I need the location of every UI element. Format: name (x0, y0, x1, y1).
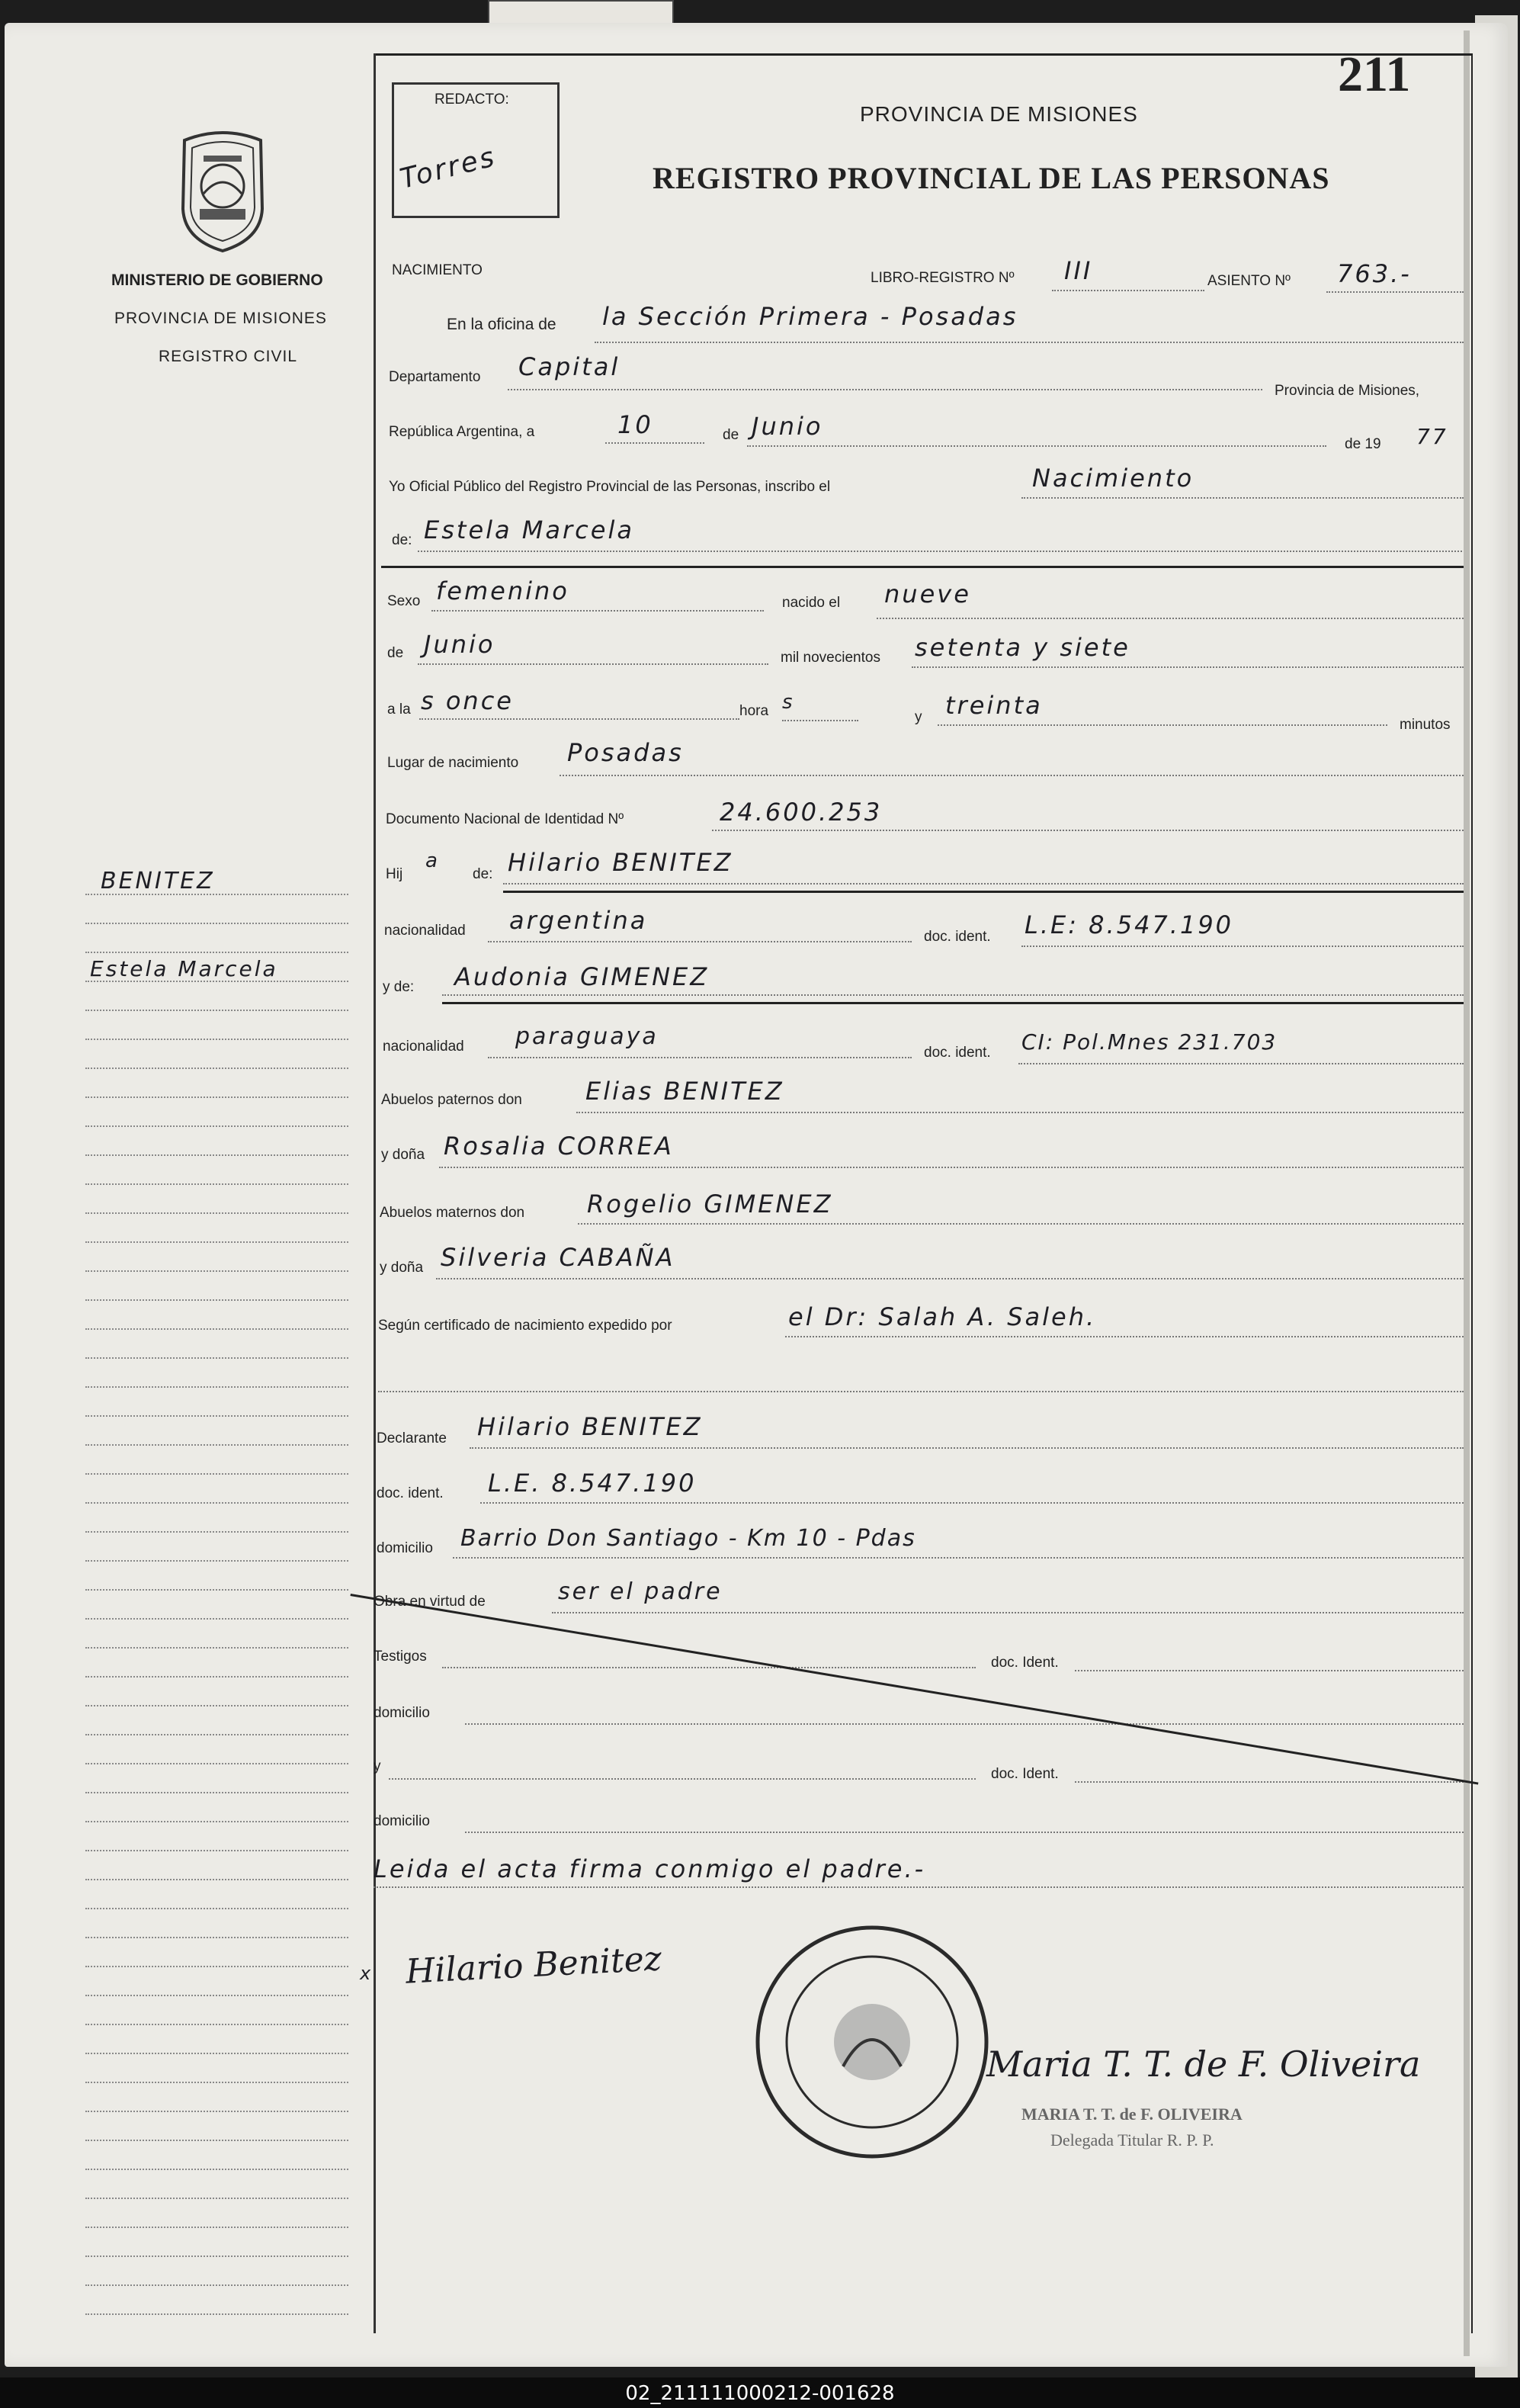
mes2-line (418, 663, 768, 665)
lugar-label: Lugar de nacimiento (387, 755, 519, 771)
madre-line (442, 994, 1464, 996)
cert-label: Según certificado de nacimiento expedido por (378, 1318, 672, 1334)
page-number: 211 (1338, 47, 1411, 102)
hora-value: s once (421, 686, 514, 715)
lugar-line (560, 775, 1464, 776)
domicilio-label: domicilio (377, 1540, 433, 1556)
nac2-value: paraguaya (515, 1023, 659, 1050)
sidebar-ruled-line (85, 1299, 348, 1301)
sidebar-ruled-line (85, 1415, 348, 1417)
redacto-value: Torres (396, 141, 500, 195)
sidebar-ruled-line (85, 894, 348, 895)
year-value: 77 (1416, 424, 1448, 449)
sidebar-ruled-line (85, 1908, 348, 1909)
doc1-label: doc. ident. (924, 929, 991, 945)
oficial-text: Yo Oficial Público del Registro Provincial de las Personas, inscribo el (389, 479, 831, 495)
doc1-line (1021, 946, 1464, 947)
nacido-label: nacido el (782, 595, 841, 611)
cert-value: el Dr: Salah A. Saleh. (788, 1302, 1097, 1331)
month-line (747, 445, 1326, 447)
leida-line (374, 1886, 1464, 1888)
year-prefix: de 19 (1345, 436, 1381, 452)
oficina-value: la Sección Primera - Posadas (602, 302, 1018, 331)
docid2-label: doc. Ident. (991, 1766, 1059, 1782)
abmat-value: Rogelio GIMENEZ (587, 1190, 833, 1218)
y-label: y (915, 709, 922, 725)
hij-suffix: a (425, 849, 440, 872)
sexo-line (431, 610, 764, 612)
testigos-label: Testigos (374, 1649, 427, 1665)
official-title: Delegada Titular R. P. P. (1050, 2130, 1214, 2150)
y2-line (389, 1778, 976, 1780)
domicilio-line (453, 1557, 1464, 1559)
sidebar-ruled-line (85, 1879, 348, 1880)
padre-rule (503, 891, 1464, 893)
sidebar-ruled-line (85, 2140, 348, 2141)
nombre-value: Estela Marcela (424, 515, 634, 544)
declarante-value: Hilario BENITEZ (477, 1412, 703, 1441)
sidebar-ruled-line (85, 1039, 348, 1040)
doc2-line (1018, 1063, 1464, 1064)
sexo-label: Sexo (387, 593, 421, 609)
sidebar-ruled-line (85, 1560, 348, 1562)
abpat-value: Elias BENITEZ (585, 1077, 784, 1106)
page-fold (1464, 31, 1470, 2356)
sidebar-ruled-line (85, 1531, 348, 1533)
mil-label: mil novecientos (781, 650, 880, 666)
anio-line (912, 666, 1464, 668)
de2-label: de (387, 645, 404, 661)
y2-label: y (374, 1758, 381, 1774)
sidebar-ruled-line (85, 1850, 348, 1851)
nacido-line (877, 618, 1464, 619)
image-id-label: 02_211111000212-001628 (625, 2382, 895, 2405)
sidebar-ruled-line (85, 1154, 348, 1156)
sidebar-ruled-line (85, 1995, 348, 1996)
docdecl-value: L.E. 8.547.190 (488, 1469, 697, 1498)
sidebar-ruled-line (85, 1270, 348, 1272)
sidebar-ruled-line (85, 2169, 348, 2170)
obra-line (552, 1612, 1464, 1613)
libro-line (1052, 290, 1204, 291)
day-line (605, 442, 704, 444)
sidebar-ruled-line (85, 1444, 348, 1446)
month-value: Junio (752, 412, 823, 441)
sidebar-ruled-line (85, 2198, 348, 2199)
madre-rule (442, 1002, 1464, 1004)
declarante-label: Declarante (377, 1430, 447, 1446)
cert-line (785, 1336, 1464, 1337)
madre-value: Audonia GIMENEZ (454, 962, 710, 991)
sidebar-ruled-line (85, 1589, 348, 1591)
provincia-suffix: Provincia de Misiones, (1275, 383, 1420, 399)
hora-label: hora (739, 703, 769, 719)
dni-label: Documento Nacional de Identidad Nº (386, 811, 624, 827)
abpat-label: Abuelos paternos don (381, 1092, 522, 1108)
sidebar-ruled-line (85, 1647, 348, 1649)
provincial-seal-icon (169, 125, 276, 253)
doc1-value: L.E: 8.547.190 (1025, 910, 1234, 939)
hora-line (419, 718, 739, 720)
sidebar-ruled-line (85, 1183, 348, 1185)
nombre-line (418, 551, 1462, 552)
ydona2-label: y doña (380, 1260, 424, 1276)
docid1-label: doc. Ident. (991, 1655, 1059, 1671)
registry-label: REGISTRO CIVIL (159, 348, 298, 365)
sidebar-given-names: Estela Marcela (90, 956, 278, 981)
signer-mark: x (360, 1963, 374, 1984)
nac1-value: argentina (509, 906, 648, 935)
docdecl-line (480, 1502, 1464, 1504)
sidebar-ruled-line (85, 1357, 348, 1359)
sidebar-ruled-line (85, 1125, 348, 1127)
leida-text: Leida el acta firma conmigo el padre.- (374, 1854, 926, 1883)
sidebar-ruled-line (85, 1821, 348, 1822)
sidebar-ruled-line (85, 2284, 348, 2286)
abmat-label: Abuelos maternos don (380, 1205, 525, 1221)
libro-value: III (1064, 256, 1093, 285)
sidebar-ruled-line (85, 1676, 348, 1678)
minutos-label: minutos (1400, 717, 1451, 733)
doc2-value: CI: Pol.Mnes 231.703 (1021, 1029, 1278, 1055)
dom2-line (465, 1723, 1464, 1725)
abmat-line (578, 1223, 1464, 1225)
docdecl-label: doc. ident. (377, 1485, 444, 1501)
sidebar-ruled-line (85, 2082, 348, 2083)
domicilio-value: Barrio Don Santiago - Km 10 - Pdas (460, 1525, 916, 1552)
dom3-label: domicilio (374, 1813, 430, 1829)
abpat-line (576, 1112, 1464, 1113)
dni-line (712, 830, 1464, 831)
record-type-label: NACIMIENTO (392, 262, 483, 278)
sidebar-ruled-line (85, 1705, 348, 1706)
ydona1-label: y doña (381, 1147, 425, 1163)
sidebar-ruled-line (85, 1212, 348, 1214)
sidebar-ruled-line (85, 1010, 348, 1011)
asiento-label: ASIENTO Nº (1207, 273, 1291, 289)
underlying-sheet (488, 0, 674, 26)
sidebar-ruled-line (85, 923, 348, 924)
sidebar-ruled-line (85, 2053, 348, 2054)
de-nombre-label: de: (392, 532, 412, 548)
lugar-value: Posadas (567, 738, 684, 767)
ministry-label: MINISTERIO DE GOBIERNO (111, 271, 323, 289)
sidebar-ruled-line (85, 2227, 348, 2228)
sidebar-surname: BENITEZ (101, 868, 215, 894)
sidebar-ruled-line (85, 1792, 348, 1793)
padre-value: Hilario BENITEZ (508, 848, 733, 877)
province-title: PROVINCIA DE MISIONES (860, 102, 1138, 126)
sidebar-ruled-line (85, 1386, 348, 1388)
ydona1-line (439, 1167, 1464, 1168)
doc2-label: doc. ident. (924, 1045, 991, 1061)
nacido-value: nueve (884, 580, 971, 608)
sidebar-ruled-line (85, 1241, 348, 1243)
province-label: PROVINCIA DE MISIONES (114, 310, 327, 327)
nac1-line (488, 941, 912, 942)
sidebar-ruled-line (85, 2313, 348, 2315)
sidebar-ruled-line (85, 1734, 348, 1735)
ydona2-value: Silveria CABAÑA (441, 1243, 675, 1272)
sexo-value: femenino (436, 576, 569, 605)
redacto-label: REDACTO: (435, 92, 509, 108)
alas-label: a la (387, 702, 411, 718)
sidebar-ruled-line (85, 1328, 348, 1330)
obra-label: Obra en virtud de (374, 1594, 486, 1610)
sidebar-ruled-line (85, 1966, 348, 1967)
form-right-border (1471, 53, 1473, 2333)
oficina-label: En la oficina de (447, 316, 556, 333)
dom3-line (465, 1832, 1464, 1833)
mes2-value: Junio (424, 630, 495, 659)
official-signature: Maria T. T. de F. Oliveira (986, 2044, 1421, 2085)
sidebar-ruled-line (85, 1763, 348, 1764)
dom2-label: domicilio (374, 1705, 430, 1721)
anio-value: setenta y siete (915, 633, 1130, 662)
nac2-label: nacionalidad (383, 1039, 464, 1055)
departamento-value: Capital (518, 352, 621, 381)
sidebar-ruled-line (85, 2111, 348, 2112)
official-stamp-icon (752, 1922, 992, 2162)
asiento-line (1326, 291, 1464, 293)
docid2-line (1075, 1781, 1464, 1783)
sidebar-ruled-line (85, 1937, 348, 1938)
hij-label: Hij (386, 866, 403, 882)
sidebar-ruled-line (85, 1473, 348, 1475)
nac2-line (488, 1057, 912, 1058)
registry-title: REGISTRO PROVINCIAL DE LAS PERSONAS (653, 161, 1330, 195)
sidebar-ruled-line (85, 952, 348, 953)
sidebar-ruled-line (85, 2024, 348, 2025)
hora-suffix-line (782, 720, 858, 721)
declarante-line (470, 1447, 1464, 1449)
name-rule (381, 566, 1464, 568)
docid1-line (1075, 1670, 1464, 1671)
official-name: MARIA T. T. de F. OLIVEIRA (1021, 2105, 1243, 2124)
oficina-line (595, 342, 1464, 343)
form-top-border (374, 53, 1471, 56)
sidebar-ruled-line (85, 1068, 348, 1069)
minutos-line (938, 724, 1387, 726)
departamento-label: Departamento (389, 369, 481, 385)
padre-line (503, 883, 1464, 885)
sidebar-ruled-line (85, 2255, 348, 2257)
sidebar-ruled-line (85, 1096, 348, 1098)
republica-label: República Argentina, a (389, 424, 535, 440)
hora-suffix: s (782, 691, 795, 714)
sidebar-ruled-line (85, 1618, 348, 1620)
ydona2-line (436, 1278, 1464, 1279)
day-value: 10 (617, 410, 653, 439)
de-label: de (723, 427, 739, 443)
declarant-signature: Hilario Benitez (404, 1939, 663, 1992)
sidebar-ruled-line (85, 1502, 348, 1504)
minutos-value: treinta (945, 691, 1043, 720)
obra-value: ser el padre (558, 1578, 723, 1605)
departamento-line (508, 389, 1262, 390)
asiento-value: 763.- (1337, 259, 1412, 288)
de3-label: de: (473, 866, 493, 882)
cert-line-2 (378, 1391, 1464, 1392)
oficial-line (1021, 497, 1464, 499)
yde-label: y de: (383, 979, 415, 995)
ydona1-value: Rosalia CORREA (444, 1132, 674, 1161)
sidebar-ruled-line (85, 981, 348, 982)
testigos-line (442, 1667, 976, 1668)
form-left-border (374, 53, 376, 2333)
oficial-value: Nacimiento (1032, 464, 1195, 493)
libro-label: LIBRO-REGISTRO Nº (871, 270, 1015, 286)
nac1-label: nacionalidad (384, 923, 466, 939)
dni-value: 24.600.253 (720, 798, 883, 827)
